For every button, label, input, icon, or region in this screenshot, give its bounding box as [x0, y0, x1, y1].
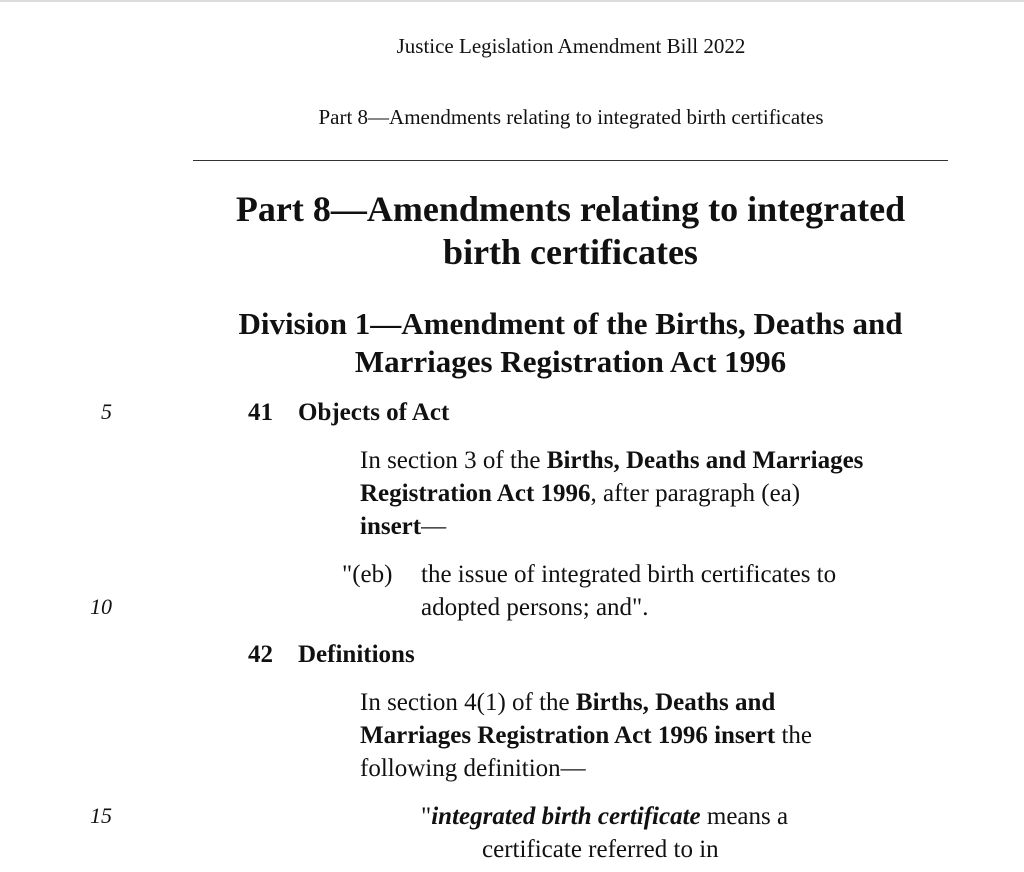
section-42-intro: In section 4(1) of the [360, 689, 576, 716]
section-41-line-3 [360, 510, 960, 543]
definition-line-2: certificate referred to in [482, 836, 719, 863]
inserted-paragraph-text [421, 558, 981, 624]
top-border [0, 0, 1024, 2]
definition-open-quote: " [421, 803, 432, 830]
section-42-title: Definitions [298, 641, 415, 668]
section-41-paragraph [360, 444, 960, 543]
line-number-5: 5 [101, 399, 112, 424]
header-rule [193, 160, 948, 161]
section-41-title: Objects of Act [298, 399, 450, 426]
section-41-line-1 [360, 444, 960, 477]
part-heading-line-1: Part 8—Amendments relating to integrated [235, 189, 906, 229]
inserted-paragraph-line-1: the issue of integrated birth certificates to [421, 561, 837, 588]
section-42-insert-word: insert [707, 722, 776, 749]
division-heading-line-1: Division 1—Amendment of the Births, Deaths and [238, 306, 903, 341]
section-41-line-2 [360, 477, 960, 510]
definition-term: integrated birth certificate [431, 803, 701, 830]
section-42-line-3: following definition— [360, 755, 586, 782]
section-41-insert-word: insert [360, 513, 422, 540]
part-heading-line-2: birth certificates [443, 232, 698, 272]
section-42-act-name-part-1: Births, Deaths and [575, 689, 776, 716]
section-41-intro: In section 3 of the [360, 447, 547, 474]
part-heading [193, 188, 948, 274]
line-number-10: 10 [90, 594, 112, 619]
running-header-bill-title: Justice Legislation Amendment Bill 2022 [396, 34, 746, 58]
inserted-paragraph-label: "(eb) [342, 561, 393, 588]
section-42-number: 42 [248, 641, 273, 668]
line-number-15: 15 [90, 803, 112, 828]
section-42-line-1 [360, 686, 960, 719]
division-heading [193, 305, 948, 381]
running-header-part: Part 8—Amendments relating to integrated birth certificates [318, 105, 824, 129]
section-41-act-name-part-2: Registration Act 1996 [360, 480, 591, 507]
section-42-paragraph [360, 686, 960, 785]
section-41-act-name-part-1: Births, Deaths and Marriages [546, 447, 864, 474]
section-41-after-text: , after paragraph (ea) [590, 480, 801, 507]
definition-line-1 [421, 800, 921, 833]
section-41-number: 41 [248, 399, 273, 426]
section-41-dash: — [421, 513, 447, 540]
inserted-paragraph-line-2: adopted persons; and". [421, 594, 649, 621]
section-42-act-name-part-2: Marriages Registration Act 1996 [360, 722, 708, 749]
section-42-after-insert: the [775, 722, 812, 749]
section-42-line-2 [360, 719, 960, 752]
definition-means: means a [700, 803, 789, 830]
division-heading-line-2: Marriages Registration Act 1996 [354, 344, 787, 379]
